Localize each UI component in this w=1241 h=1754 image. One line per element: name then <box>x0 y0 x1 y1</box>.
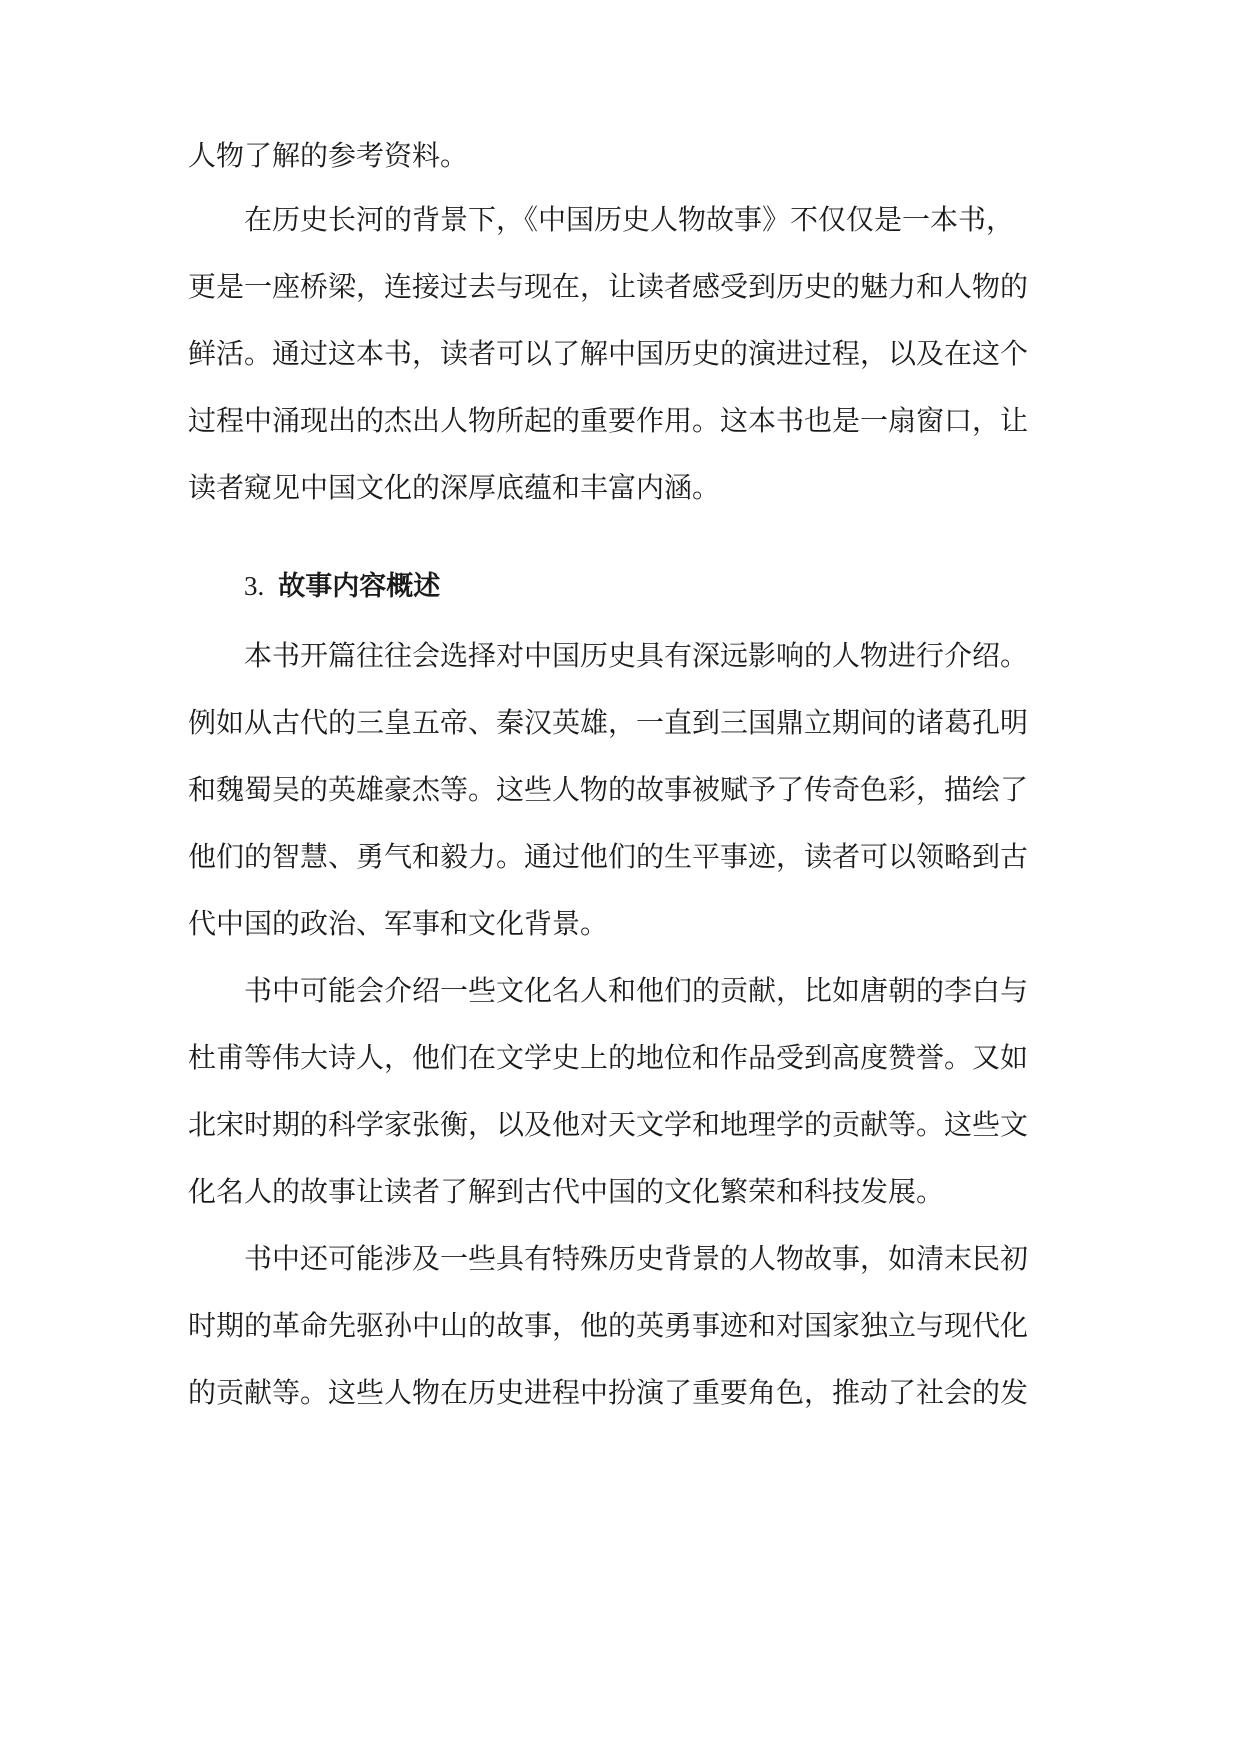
paragraph-line: 鲜活。通过这本书，读者可以了解中国历史的演进过程，以及在这个 <box>188 337 1029 370</box>
paragraph-line: 例如从古代的三皇五帝、秦汉英雄，一直到三国鼎立期间的诸葛孔明 <box>188 706 1029 739</box>
paragraph-line: 和魏蜀吴的英雄豪杰等。这些人物的故事被赋予了传奇色彩，描绘了 <box>188 773 1029 806</box>
paragraph-line: 的贡献等。这些人物在历史进程中扮演了重要角色，推动了社会的发 <box>188 1376 1029 1409</box>
paragraph-line: 杜甫等伟大诗人，他们在文学史上的地位和作品受到高度赞誉。又如 <box>188 1041 1029 1074</box>
paragraph-line: 人物了解的参考资料。 <box>188 139 469 172</box>
paragraph-line: 读者窥见中国文化的深厚底蕴和丰富内涵。 <box>188 471 721 504</box>
paragraph-line: 过程中涌现出的杰出人物所起的重要作用。这本书也是一扇窗口，让 <box>188 404 1029 437</box>
paragraph-line: 时期的革命先驱孙中山的故事，他的英勇事迹和对国家独立与现代化 <box>188 1309 1029 1342</box>
paragraph-line: 代中国的政治、军事和文化背景。 <box>188 907 609 940</box>
paragraph-line: 更是一座桥梁，连接过去与现在，让读者感受到历史的魅力和人物的 <box>188 270 1029 303</box>
section-title: 故事内容概述 <box>278 571 441 602</box>
paragraph-line: 化名人的故事让读者了解到古代中国的文化繁荣和科技发展。 <box>188 1175 945 1208</box>
section-heading <box>244 566 440 606</box>
section-number: 3. <box>244 571 265 601</box>
paragraph-line: 在历史长河的背景下，《中国历史人物故事》不仅仅是一本书， <box>244 203 1015 236</box>
paragraph-line: 他们的智慧、勇气和毅力。通过他们的生平事迹，读者可以领略到古 <box>188 840 1029 873</box>
paragraph-line: 书中可能会介绍一些文化名人和他们的贡献，比如唐朝的李白与 <box>244 974 1029 1007</box>
paragraph-line: 北宋时期的科学家张衡，以及他对天文学和地理学的贡献等。这些文 <box>188 1108 1029 1141</box>
paragraph-line: 书中还可能涉及一些具有特殊历史背景的人物故事，如清末民初 <box>244 1242 1029 1275</box>
paragraph-line: 本书开篇往往会选择对中国历史具有深远影响的人物进行介绍。 <box>244 639 1029 672</box>
